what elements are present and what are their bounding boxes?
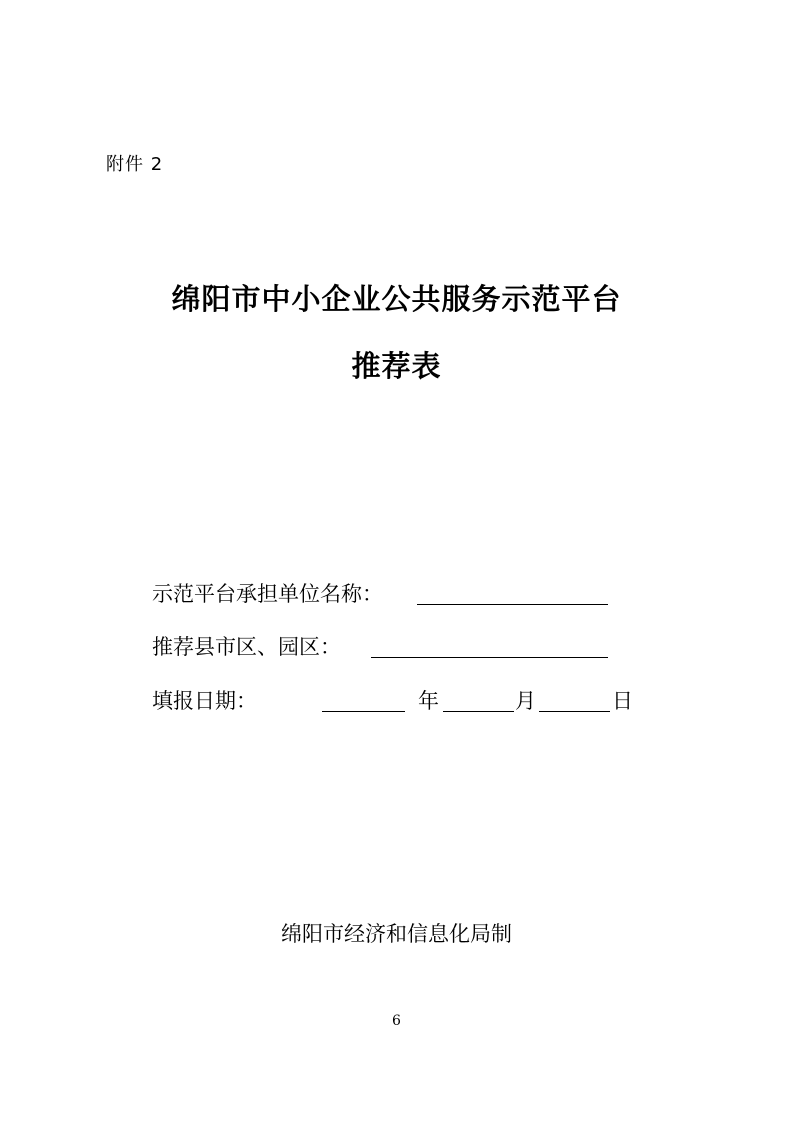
document-title: 绵阳市中小企业公共服务示范平台 <box>171 282 622 316</box>
day-blank-line <box>539 711 610 712</box>
page-number: 6 <box>392 1013 401 1029</box>
month-blank-line <box>443 711 514 712</box>
document-subtitle: 推荐表 <box>351 349 442 383</box>
year-blank-line <box>322 711 405 712</box>
attachment-label: 附件 2 <box>106 154 164 175</box>
host-unit-field-line <box>417 604 608 605</box>
fill-date-field-label: 填报日期： <box>152 689 257 713</box>
recommending-region-field-label: 推荐县市区、园区： <box>152 635 341 659</box>
month-unit: 月 <box>515 689 536 713</box>
recommending-region-field-line <box>371 657 608 658</box>
host-unit-field-label: 示范平台承担单位名称： <box>152 582 383 606</box>
year-unit: 年 <box>418 689 439 713</box>
day-unit: 日 <box>612 689 633 713</box>
issuer-line: 绵阳市经济和信息化局制 <box>281 922 512 946</box>
